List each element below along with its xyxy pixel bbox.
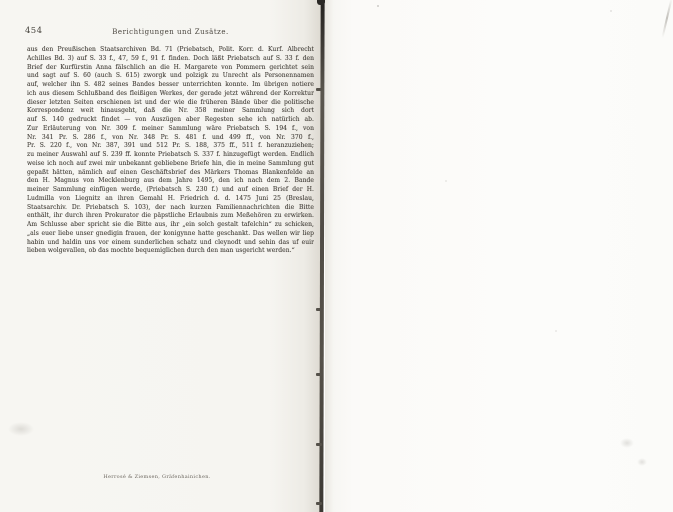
scan-smudge (8, 422, 34, 436)
body-line: weise ich noch auf zwei mir unbekannt gebliebene Briefe hin, die in meine Sammlung gut (27, 159, 314, 167)
book-spine-gutter (319, 0, 324, 512)
right-page (325, 0, 673, 512)
body-line: Zur Erläuterung von Nr. 309 f. meiner Sammlung wäre Priebatsch S. 194 f., von (27, 124, 314, 132)
spine-top-mark (317, 0, 325, 5)
body-line: Korrespondenz weit hinausgeht, daß die Nr. 358 meiner Sammlung sich dort (27, 107, 314, 115)
body-line: meiner Sammlung einfügen werde, (Priebatsch S. 230 f.) und auf einen Brief der H. (27, 186, 314, 193)
body-line: und sagt auf S. 60 (auch S. 615) zworgk und polzigk zu Unrecht als Personennamen (27, 72, 314, 80)
body-line: „als euer liebe unser gnedigin frauen, der konigynne hatte geschankt. Das wellen wir liep (27, 229, 314, 237)
body-line: zu meiner Auswahl auf S. 239 ff. konnte Priebatsch S. 337 f. hinzugefügt werden. Endlich (27, 151, 314, 158)
binding-mark (316, 373, 322, 376)
body-line: Pr. S. 220 f., von Nr. 387, 391 und 512 Pr. S. 188, 375 ff., 511 f. heranzuziehen; (27, 142, 314, 150)
body-line: dieser letzten Seiten erschienen ist und der wie die früheren Bände über die politische (27, 98, 314, 106)
body-line: Staatsarchiv. Dr. Priebatsch S. 103), der nach kurzen Familiennachrichten die Bitte (27, 203, 314, 211)
body-line: ich aus diesem Schlußband des fleißigen Werkes, der gerade jetzt während der Korrektur (27, 89, 314, 97)
printer-imprint: Herrosé & Ziemsen, Gräfenhainichen. (103, 474, 211, 480)
binding-mark (316, 502, 322, 505)
body-line: Am Schlusse aber spricht sie die Bitte aus, ihr „ein solch gestalt tafelchin“ zu schicken, (27, 221, 314, 228)
body-line: auf S. 140 gedruckt findet — von Auszügen aber Regesten sehe ich natürlich ab. (27, 116, 314, 123)
page-number: 454 (25, 26, 43, 36)
body-line: gepaßt hätten, nämlich auf einen Geschäftsbrief des Märkers Thomas Blankenfelde an (27, 168, 314, 176)
body-line: Ludmilla von Liegnitz an ihren Gemahl H. Friedrich d. d. 1475 Juni 25 (Breslau, (27, 194, 314, 202)
left-page (0, 0, 321, 512)
scan-speck (445, 180, 447, 182)
body-line: Achilles Bd. 3) auf S. 33 f., 47, 59 f., 91 f. finden. Doch läßt Priebatsch auf S. 33 f. den (27, 54, 314, 62)
running-header: Berichtigungen und Zusätze. (112, 28, 229, 36)
body-line: auf, welcher ihn S. 482 seines Bandes besser unterrichten konnte. Im übrigen notiere (27, 81, 314, 88)
scan-smudge (637, 458, 647, 466)
binding-mark (316, 308, 322, 311)
scan-speck (610, 10, 612, 12)
body-line: Brief der Kurfürstin Anna fälschlich an die H. Margarete von Pommern gerichtet sein (27, 63, 314, 71)
body-line: lieben wolgevallen, ob das mochte bequemiglichen durch den man usgericht werden.“ (27, 247, 295, 255)
body-line: den H. Magnus von Mecklenburg aus dem Jahre 1495, den ich nach dem 2. Bande (27, 177, 314, 185)
binding-mark (316, 443, 322, 446)
body-line: Nr. 341 Pr. S. 286 f., von Nr. 348 Pr. S. 481 f. und 499 ff., von Nr. 370 f., (27, 133, 314, 141)
scan-speck (377, 5, 379, 7)
body-line: habin und haldin uns vor einem sunderlichen schatz und cleynodt und sehin das uf euir (27, 238, 314, 246)
body-line: aus den Preußischen Staatsarchiven Bd. 71 (Priebatsch, Polit. Korr. d. Kurf. Albrecht (27, 46, 314, 53)
body-text (27, 46, 314, 256)
scan-smudge (620, 438, 634, 448)
binding-mark (316, 88, 322, 91)
body-line: enthält, ihr durch ihren Prokurator die päpstliche Erlaubnis zum Meßehören zu erwirken. (27, 212, 314, 220)
scan-speck (555, 330, 557, 332)
